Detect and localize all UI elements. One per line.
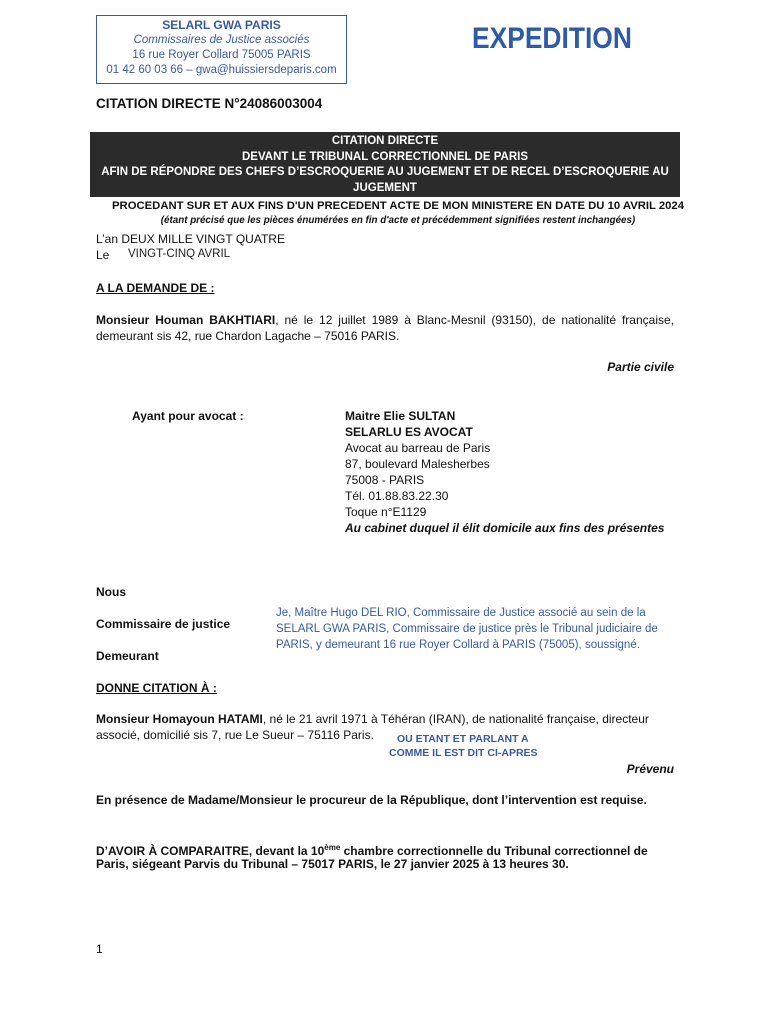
comparaitre-sup: ème: [324, 843, 341, 852]
demandeur-name: Monsieur Houman BAKHTIARI: [96, 313, 276, 327]
prevenu-stamp-line-2: COMME IL EST DIT CI-APRES: [389, 747, 538, 759]
stamp-contact: 01 42 60 03 66 – gwa@huissiersdeparis.com: [106, 64, 337, 76]
presence-paragraph: En présence de Madame/Monsieur le procureur de la République, dont l’intervention est requise.: [96, 793, 647, 807]
partie-civile-label: Partie civile: [607, 360, 674, 374]
banner-line-4: JUGEMENT: [353, 181, 417, 194]
avocat-label: Ayant pour avocat :: [132, 409, 244, 423]
avocat-block: [345, 408, 664, 536]
commissaire-text-line-1: Je, Maître Hugo DEL RIO, Commissaire de Justice associé au sein de la: [276, 607, 646, 619]
date-line-year: L’an DEUX MILLE VINGT QUATRE: [96, 232, 285, 246]
banner-line-1: CITATION DIRECTE: [331, 135, 439, 147]
date-value: VINGT-CINQ AVRIL: [128, 248, 231, 260]
avocat-toque: Toque n°E1129: [345, 505, 427, 519]
page-number: 1: [96, 942, 103, 956]
prevenu-line-2: associé, domicilié sis 7, rue Le Sueur – 75116 Paris.: [96, 728, 374, 742]
stamp-subtitle: Commissaires de Justice associés: [133, 34, 310, 46]
citation-number: CITATION DIRECTE N°24086003004: [96, 96, 323, 111]
avocat-barreau: Avocat au barreau de Paris: [345, 441, 491, 455]
commissaire-text: [276, 605, 658, 653]
avocat-street: 87, boulevard Malesherbes: [345, 457, 490, 471]
stamp-firm-name: SELARL GWA PARIS: [162, 18, 281, 32]
a-la-demande-heading: A LA DEMANDE DE :: [96, 281, 215, 295]
banner-line-3: AFIN DE RÉPONDRE DES CHEFS D’ESCROQUERIE AU JUGEMENT ET DE RECEL D’ESCROQUERIE AU: [101, 166, 669, 178]
date-line-le: Le: [96, 248, 110, 262]
avocat-city: 75008 - PARIS: [345, 473, 425, 487]
prevenu-text-1: , né le 21 avril 1971 à Téhéran (IRAN), de nationalité française, directeur: [262, 712, 649, 726]
commissaire-label: Commissaire de justice: [96, 617, 231, 631]
avocat-phone: Tél. 01.88.83.22.30: [345, 489, 449, 503]
nous-label: Nous: [96, 585, 126, 599]
procedant-note: (étant précisé que les pièces énumérées en fin d'acte et précédemment signifiées restent inchangées): [160, 215, 636, 226]
commissaire-text-line-3: PARIS, y demeurant 16 rue Royer Collard à PARIS (75005), soussigné.: [276, 639, 640, 651]
comparaitre-text-b: chambre correctionnelle du Tribunal correctionnel de: [340, 844, 648, 858]
prevenu-line-1: [96, 711, 676, 727]
comparaitre-text-a: D’AVOIR À COMPARAITRE, devant la 10: [96, 844, 325, 858]
demandeur-text: , né le 12 juillet 1989 à Blanc-Mesnil (93150), de nationalité française, demeurant sis 42, rue Chardon Lagache – 75016 PARIS.: [96, 313, 674, 343]
demeurant-label: Demeurant: [96, 649, 159, 663]
procedant-line: PROCEDANT SUR ET AUX FINS D'UN PRECEDENT ACTE DE MON MINISTERE EN DATE DU 10 AVRIL 2024: [112, 200, 684, 212]
stamp-address: 16 rue Royer Collard 75005 PARIS: [132, 49, 311, 61]
comparaitre-line-2: Paris, siégeant Parvis du Tribunal – 75017 PARIS, le 27 janvier 2025 à 13 heures 30.: [96, 857, 569, 871]
prevenu-stamp-line-1: OU ETANT ET PARLANT A: [397, 733, 529, 745]
commissaire-text-line-2: SELARL GWA PARIS, Commissaire de justice près le Tribunal judiciaire de: [276, 623, 658, 635]
demandeur-paragraph: [96, 312, 674, 344]
avocat-domicile: Au cabinet duquel il élit domicile aux fins des présentes: [345, 521, 665, 535]
title-banner: [90, 132, 680, 197]
avocat-name: Maitre Elie SULTAN: [345, 409, 456, 423]
office-stamp: [96, 15, 347, 84]
expedition-title: EXPEDITION: [472, 22, 632, 55]
avocat-firm: SELARLU ES AVOCAT: [345, 425, 473, 439]
banner-line-2: DEVANT LE TRIBUNAL CORRECTIONNEL DE PARIS: [241, 150, 529, 163]
prevenu-name: Monsieur Homayoun HATAMI: [96, 712, 263, 726]
prevenu-label: Prévenu: [626, 762, 674, 776]
donne-citation-heading: DONNE CITATION À :: [96, 681, 217, 695]
